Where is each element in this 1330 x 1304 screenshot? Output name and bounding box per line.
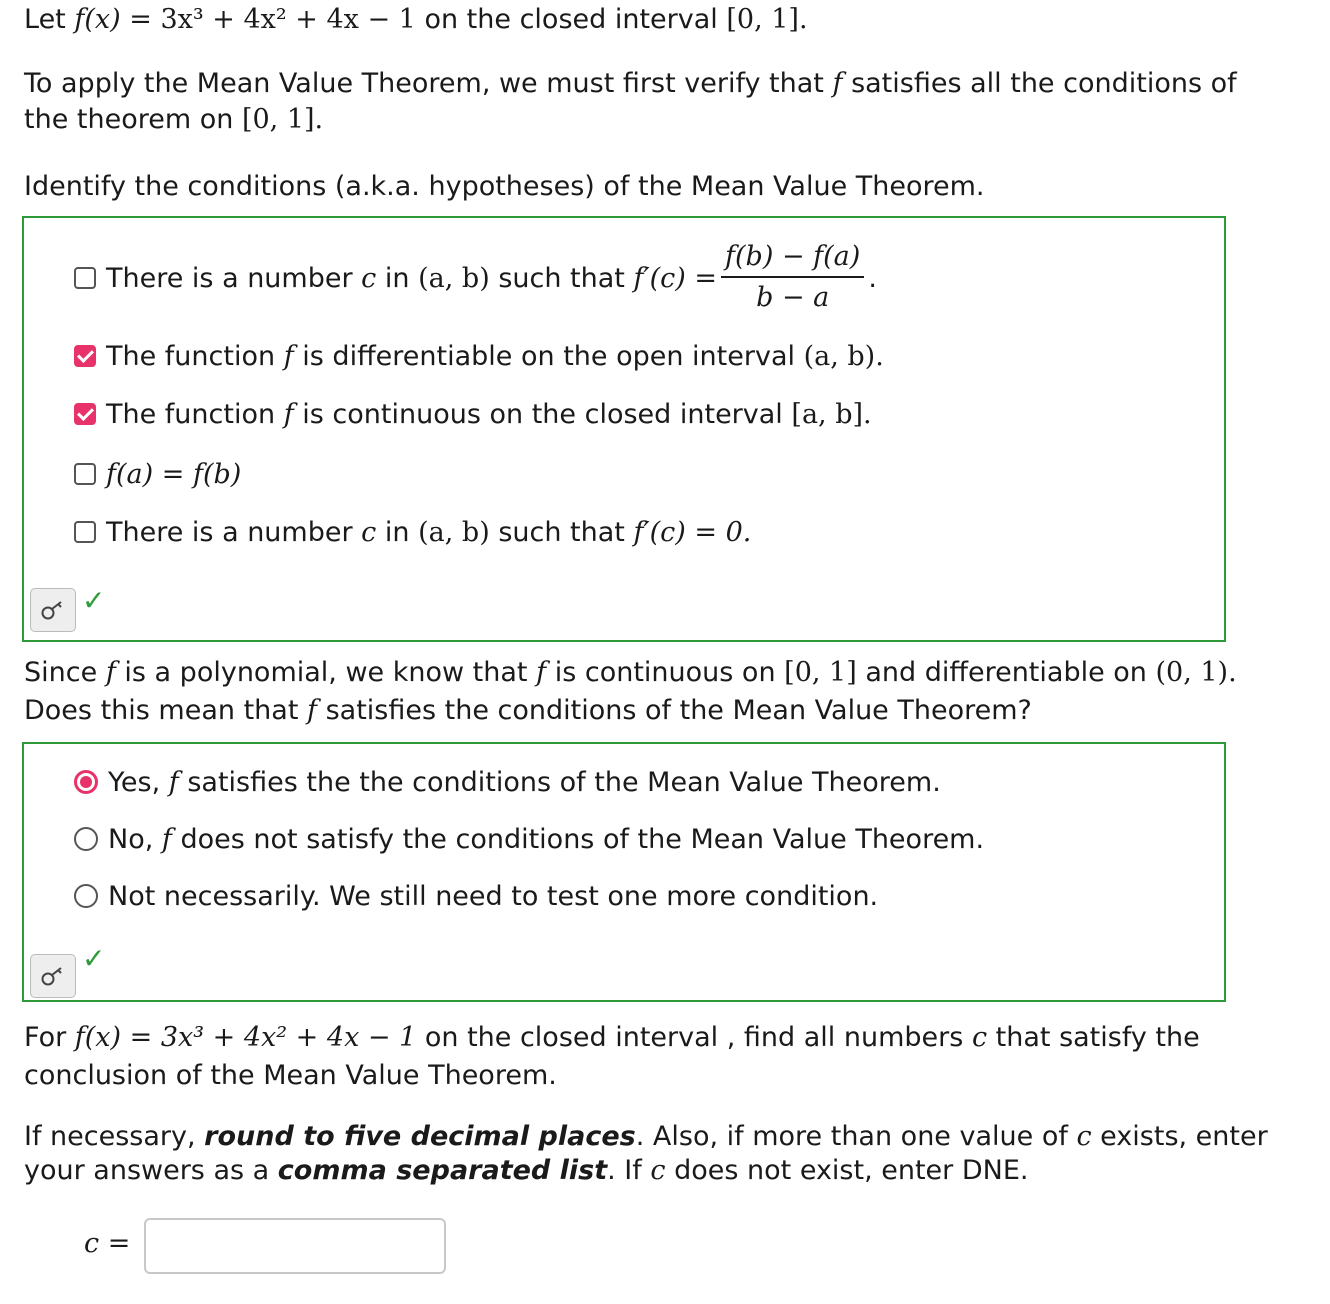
radio-option-no[interactable]: No, f does not satisfy the conditions of the Mean Value Theorem.	[74, 819, 984, 859]
correct-check-icon: ✓	[82, 942, 106, 975]
intro-interval: [0, 1].	[726, 4, 808, 35]
condition-fa-equals-fb[interactable]: f(a) = f(b)	[74, 454, 241, 494]
conditions-box	[22, 216, 1226, 642]
checkbox[interactable]	[74, 521, 96, 543]
checkbox[interactable]	[74, 463, 96, 485]
intro-func-rhs: = 3x³ + 4x² + 4x − 1	[129, 4, 416, 35]
condition-mvt-conclusion[interactable]: There is a number c in (a, b) such that f′(c) = $\frac{f(b) - f(a)}{b - a}$ .	[74, 238, 877, 318]
condition-derivative-zero[interactable]: There is a number c in (a, b) such that f′(c) = 0.	[74, 512, 751, 552]
since-text: Since f is a polynomial, we know that f is continuous on [0, 1] and differentiable on (0, 1). Does this mean that f satisfies the conditions of the Mean Value Theorem?	[24, 657, 1237, 726]
intro-func-lhs: f(x)	[74, 4, 121, 35]
checkbox-checked[interactable]	[74, 345, 96, 367]
find-text: For f(x) = 3x³ + 4x² + 4x − 1 on the closed interval , find all numbers c that satisfy the conclusion of the Mean Value Theorem.	[24, 1022, 1200, 1091]
radio-selected[interactable]	[74, 770, 98, 794]
radio-option-not-necessarily[interactable]: Not necessarily. We still need to test one more condition.	[74, 876, 878, 916]
answer-label: c =	[84, 1228, 131, 1259]
condition-continuous[interactable]: The function f is continuous on the closed interval [a, b].	[74, 394, 872, 434]
radio-option-yes[interactable]: Yes, f satisfies the the conditions of the Mean Value Theorem.	[74, 762, 941, 802]
checkbox[interactable]	[74, 267, 96, 289]
satisfy-box	[22, 742, 1226, 1002]
radio[interactable]	[74, 884, 98, 908]
intro-middle: on the closed interval	[424, 4, 718, 35]
verify-text: To apply the Mean Value Theorem, we must first verify that f satisfies all the conditions of the theorem on [0, 1].	[24, 68, 1237, 135]
key-button[interactable]	[30, 588, 76, 632]
checkbox-checked[interactable]	[74, 403, 96, 425]
key-icon	[40, 599, 66, 621]
radio[interactable]	[74, 827, 98, 851]
key-icon	[40, 965, 66, 987]
instructions: If necessary, round to five decimal places. Also, if more than one value of c exists, enter your answers as a comma separated list. If c does not exist, enter DNE.	[24, 1121, 1268, 1186]
fraction: $\frac{f(b) - f(a)}{b - a}$	[721, 240, 864, 316]
answer-input[interactable]	[144, 1218, 446, 1274]
condition-differentiable[interactable]: The function f is differentiable on the open interval (a, b).	[74, 336, 884, 376]
correct-check-icon: ✓	[82, 584, 106, 617]
identify-text: Identify the conditions (a.k.a. hypotheses) of the Mean Value Theorem.	[24, 171, 985, 202]
key-button[interactable]	[30, 954, 76, 998]
intro-prefix: Let	[24, 4, 66, 35]
intro-line	[24, 2, 1314, 38]
